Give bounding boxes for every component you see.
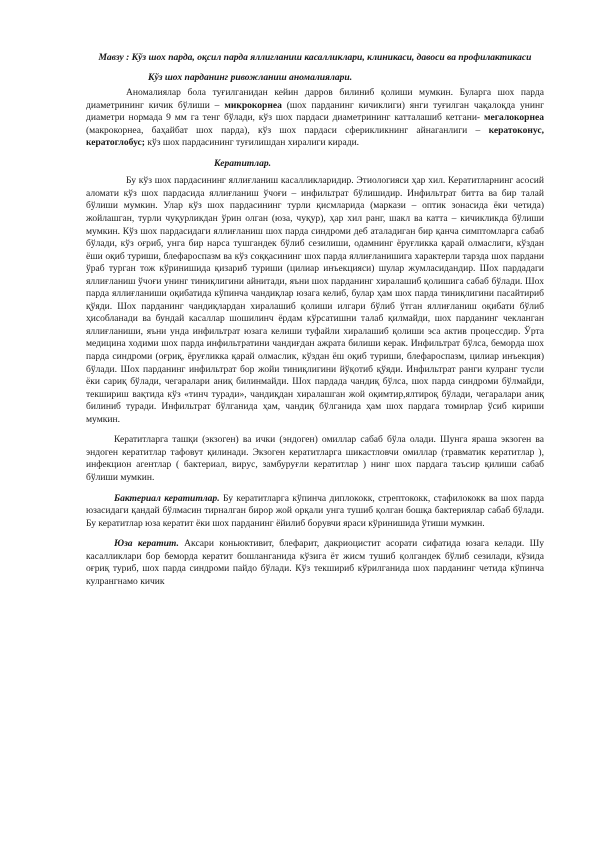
subheading-superficial: Юза кератит. <box>114 538 179 550</box>
section-heading-anomalies: Кўз шох парданинг ривожланиш аномалиялари. <box>148 71 353 83</box>
term-microcornea: микрокорнеа <box>224 99 282 111</box>
text-run: Аномалиялар бола туғилганидан кейин дарров билиниб қолиши мумкин. Буларга шох парда диаметрининг кичик бўлиши – <box>86 87 544 111</box>
topic-text: Кўз шох парда, оқсил парда яллигланиш касалликлари, клиникаси, давоси ва профилактикаси <box>131 52 532 63</box>
document-page <box>86 42 544 588</box>
text-run: (макрокорнеа, баҳайбат шох парда), кўз шох пардаси сферикликнинг айнаганлиги – <box>86 124 489 136</box>
paragraph-anomalies <box>86 87 544 150</box>
text-run: Аксари коньюктивит, блефарит, дакриоцистит асорати сифатида юзага келади. Шу касалликлари бор беморда кератит бошланганида кўзига ёт жисм тушиб қолгандек бўлиб сезилади, кўзида оғриқ туриб, шох парда синдроми пайдо бўлади. Кўз текшириб кўрилганида шох парданинг четида кўпинча кулрангнамо кичик <box>86 538 544 587</box>
term-megalocornea: мегалокорнеа <box>483 112 544 124</box>
text-run: Бу кератитларга кўпинча диплококк, стрептококк, стафилококк ва шох парда юзасидаги қандай бўлмасин тирналган бирор жой орқали унга тушиб қолган бошқа бактериялар сабаб бўлади. Бу кератитлар юза кератит ёки шох парданинг ёйилиб борувчи яраси кўринишида ўтиши мумкин. <box>86 492 544 529</box>
paragraph-superficial-keratitis <box>86 538 544 588</box>
paragraph-keratitis-causes: Кератитларга ташқи (экзоген) ва ички (эндоген) омиллар сабаб бўла олади. Шунга яраша экзоген ва эндоген кератитлар тафовут қилинади. Экзоген кератитларга шикастловчи омиллар (травматик кератитлар ), инфекцион агентлар ( бактериал, вирус, замбуруғли кератитлар ) нинг шох пардага таъсир қилиши сабаб бўлиши мумкин. <box>86 434 544 483</box>
section-heading-keratitis: Кератитлар. <box>214 157 272 169</box>
term-keratoconus: кератоконус, кератоглобус; <box>86 124 544 149</box>
topic-label: Мавзу : <box>98 52 130 63</box>
subheading-bacterial: Бактериал кератитлар. <box>114 492 220 504</box>
text-run: кўз шох пардасининг туғилишдан хиралиги киради. <box>144 137 360 149</box>
text-run: (шох парданинг кичиклиги) янги туғилган чақалоқда унинг диаметри нормада 9 мм га тенг бўлади, кўз шох пардаси диаметрининг катталашиб кетгани- <box>86 99 544 124</box>
topic-title <box>86 52 544 65</box>
paragraph-bacterial-keratitis <box>86 493 544 531</box>
paragraph-keratitis-intro: Бу кўз шох пардасининг яллиғланиш касалликларидир. Этиологияси ҳар хил. Кератитларнинг асосий аломати кўз шох пардасида яллиғланиш ўчоғи – инфильтрат бўлишидир. Инфильтрат битта ва бир талай бўлиши мумкин. Улар кўз шох пардасининг турли қисмларида (маркази – оптик зонасида ёки четида) жойлашган, турли чуқурликдан ўрин олган (юза, чуқур), ҳар хил ранг, шакл ва катта – кичикликда бўлиши мумкин. Кўз шох пардасидаги яллиғланиш шох парда синдроми деб аталадиган бир қанча симптомларга сабаб бўлади, кўз оғриб, унга бир нарса тушгандек бўлиб сезилиши, одамнинг ёруғликка қарай олмаслиги, кўздан ёши оқиб туриши, блефароспазм ва кўз соққасининг шох парда яллиғланишига характерли тарзда шох пардани ўраб турган тож кўринишида қизариб туриши (цилиар инъекцияси) шулар жумласидандир. Шох пардадаги яллиғланиш ўчоғи унинг тиниқлигини айнитади, яъни шох парданинг хиралашиб қолишига сабаб бўлади. Шох парда яллиғланиши оқибатида кўпинча чандиқлар юзага келиб, булар ҳам шох парда тиниқлигини пасайтириб қўяди. Шох парданинг чандиқлардан хиралашиб қолиши илгари бўлиб ўтган яллиғланиш оқибати бўлиб ҳисобланади ва бундай касаллар шошилинч ёрдам кўрсатишни талаб қилмайди, шох парданинг чекланган яллиғланиши, яъни унда инфильтрат юзага келиши туфайли хиралашиб қолиши эса актив процессдир. Ўрта медицина ходими шох парда инфильтратини чандиғдан ажрата билиши керак. Инфильтрат бўлса, беморда шох парда синдроми (оғриқ, ёруғликка қарай олмаслик, кўздан ёш оқиб туриши, блефароспазм, цилиар инъекция) бўлади. Шох парданинг инфильтрат бор жойи тиниқлигини йўқотиб қўяди. Инфильтрат ранги кулранг тусли ёки сариқ бўлади, чегаралари аниқ билинмайди. Шох пардада чандиқ бўлса, шох парда синдроми бўлмайди, текшириш вақтида кўз «тинч туради», чандиқдан хиралашган жой оқимтир,ялтироқ бўлади, чегаралари аниқ билиниб туради. Инфильтрат бўлганида ҳам, чандиқ бўлганида ҳам шох пардага томирлар ўсиб кириши мумкин. <box>86 175 544 425</box>
